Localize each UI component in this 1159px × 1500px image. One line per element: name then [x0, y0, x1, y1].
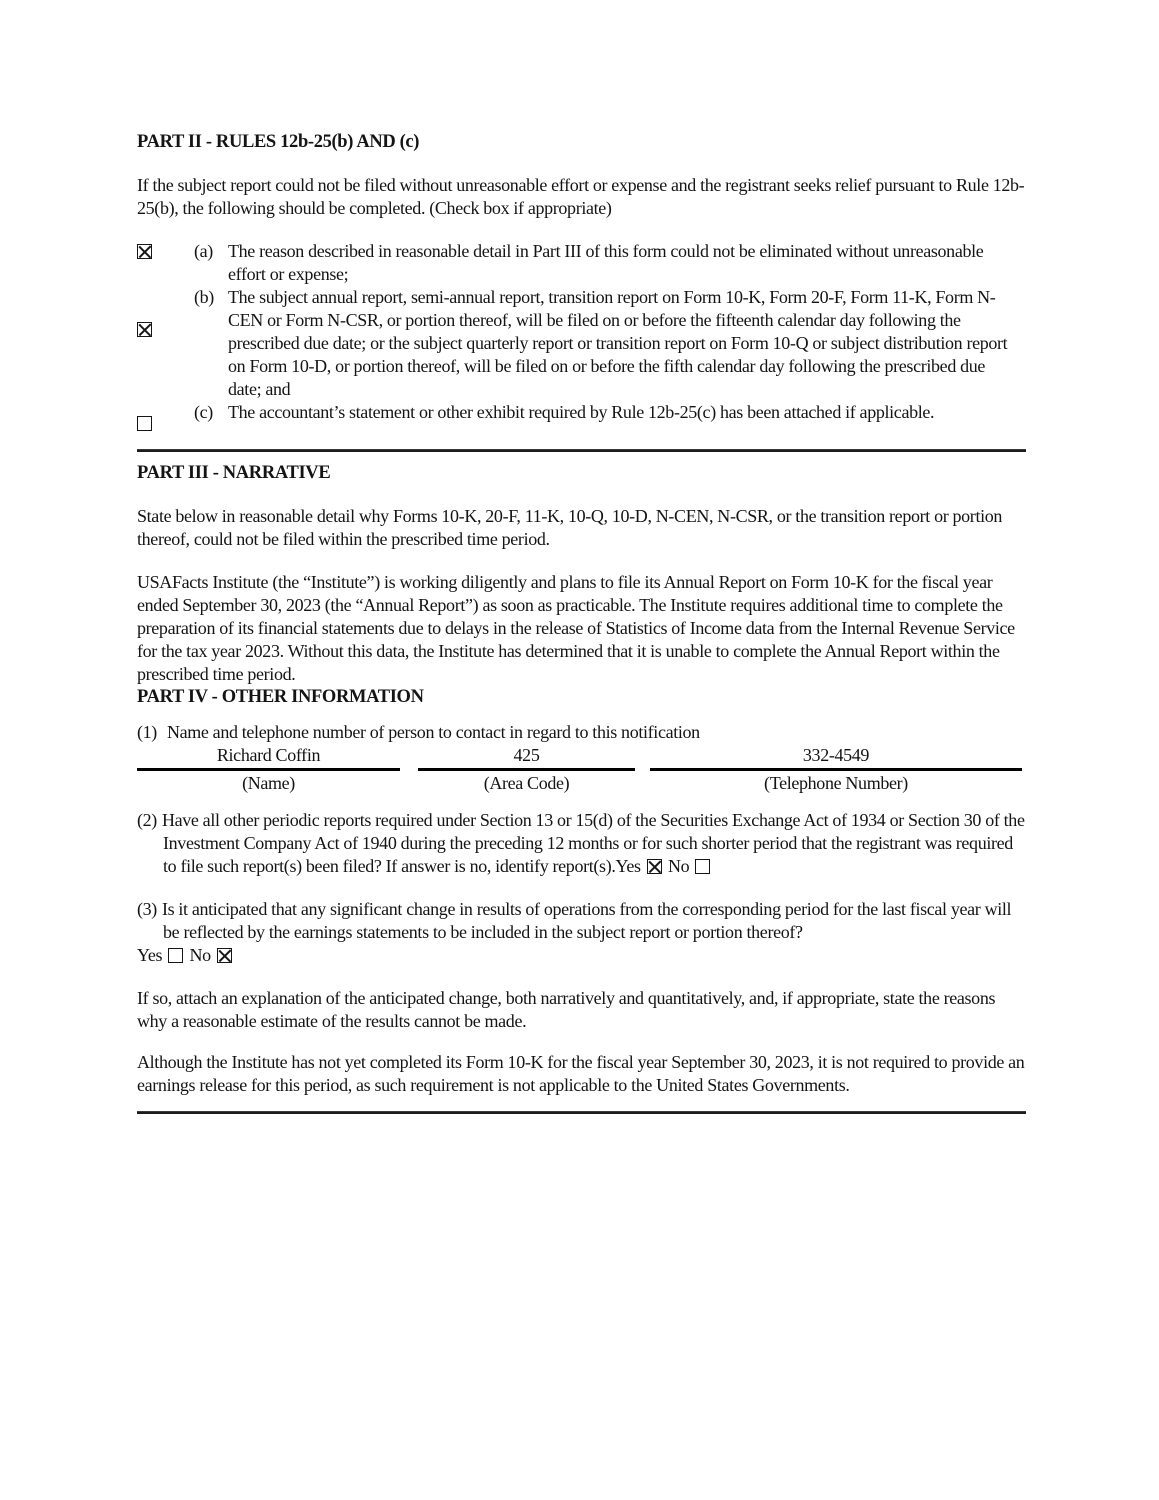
item-c-text: The accountant’s statement or other exhibit required by Rule 12b-25(c) has been attached if applicable. — [228, 402, 935, 422]
checkbox-c[interactable] — [137, 416, 152, 431]
item1-number: (1) — [137, 722, 157, 742]
item-b-label: (b) — [194, 287, 214, 307]
item-b-text: The subject annual report, semi-annual report, transition report on Form 10-K, Form 20-F, Form 11-K, Form N-CEN or Form N-CSR, or portion thereof, will be filed on or before the fifteenth calendar day following the prescribed due date; or the subject quarterly report or transition report on Form 10-Q or subject distribution report on Form 10-D, or portion thereof, will be filed on or before the fifth calendar day following the prescribed due date; and — [228, 287, 1008, 399]
item1-text: Name and telephone number of person to contact in regard to this notification — [166, 722, 700, 742]
item3-number: (3) — [137, 899, 157, 919]
item2-no-label: No — [667, 856, 690, 876]
item3-yes-label: Yes — [137, 945, 163, 965]
contact-phone-caption: (Telephone Number) — [764, 773, 908, 793]
contact-areacode-field — [418, 744, 635, 795]
item3-no-checkbox[interactable] — [217, 948, 232, 963]
contact-phone-value[interactable]: 332-4549 — [650, 744, 1022, 771]
checklist-item-a — [137, 240, 1026, 286]
item2-yes-label: Yes — [615, 856, 641, 876]
item-a-label: (a) — [194, 241, 213, 261]
part2-intro: If the subject report could not be filed without unreasonable effort or expense and the registrant seeks relief pursuant to Rule 12b-25(b), the following should be completed. (Check box if appropriate) — [137, 175, 1025, 218]
contact-areacode-value[interactable]: 425 — [418, 744, 635, 771]
item2-text: Have all other periodic reports required under Section 13 or 15(d) of the Securities Exchange Act of 1934 or Section 30 of the Investment Company Act of 1940 during the preceding 12 months or for such shorter period that the registrant was required to file such report(s) been filed? If answer is no, identify report(s). — [161, 810, 1025, 876]
checkbox-a[interactable] — [137, 244, 152, 259]
item-c-label: (c) — [194, 402, 213, 422]
checklist-item-b — [137, 286, 1026, 401]
part3-instruction: State below in reasonable detail why Forms 10-K, 20-F, 11-K, 10-Q, 10-D, N-CEN, N-CSR, or the transition report or portion thereof, could not be filed within the prescribed time period. — [137, 506, 1003, 549]
contact-name-value[interactable]: Richard Coffin — [137, 744, 400, 771]
closing-paragraph: Although the Institute has not yet completed its Form 10-K for the fiscal year September 30, 2023, it is not required to provide an earnings release for this period, as such requirement is not applicable to the United States Governments. — [137, 1052, 1025, 1095]
item3-text: Is it anticipated that any significant change in results of operations from the corresponding period for the last fiscal year will be reflected by the earnings statements to be included in the subject report or portion thereof? — [161, 899, 1012, 942]
item3 — [137, 898, 1026, 944]
item2-yes-checkbox[interactable] — [647, 859, 662, 874]
contact-areacode-caption: (Area Code) — [483, 773, 570, 793]
item2-yes-no — [616, 856, 713, 876]
item2-number: (2) — [137, 810, 157, 830]
if-so-paragraph: If so, attach an explanation of the anticipated change, both narratively and quantitatively, and, if appropriate, state the reasons why a reasonable estimate of the results cannot be made. — [137, 988, 996, 1031]
item2-no-checkbox[interactable] — [695, 859, 710, 874]
item-a-text: The reason described in reasonable detail in Part III of this form could not be eliminated without unreasonable effort or expense; — [228, 241, 984, 284]
checkbox-b[interactable] — [137, 322, 152, 337]
contact-fields — [137, 744, 1026, 795]
contact-name-caption: (Name) — [242, 773, 295, 793]
part2-heading: PART II - RULES 12b-25(b) AND (c) — [137, 132, 420, 152]
contact-phone-field — [650, 744, 1022, 795]
bottom-divider — [137, 1111, 1026, 1114]
part3-heading: PART III - NARRATIVE — [137, 463, 331, 483]
part4-heading: PART IV - OTHER INFORMATION — [137, 687, 424, 707]
item2 — [137, 809, 1026, 878]
checklist-item-c — [137, 401, 1026, 435]
contact-name-field — [137, 744, 400, 795]
item3-no-label: No — [189, 945, 211, 965]
part3-narrative: USAFacts Institute (the “Institute”) is working diligently and plans to file its Annual Report on Form 10-K for the fiscal year ended September 30, 2023 (the “Annual Report”) as soon as practicable. The Institute requires additional time to complete the preparation of its financial statements due to delays in the release of Statistics of Income data from the Internal Revenue Service for the tax year 2023. Without this data, the Institute has determined that it is unable to complete the Annual Report within the prescribed time period. — [137, 572, 1015, 684]
item3-yes-checkbox[interactable] — [168, 948, 183, 963]
item3-yes-no — [137, 944, 1026, 967]
item1 — [137, 721, 1026, 744]
form-12b25-page — [137, 131, 1026, 1114]
